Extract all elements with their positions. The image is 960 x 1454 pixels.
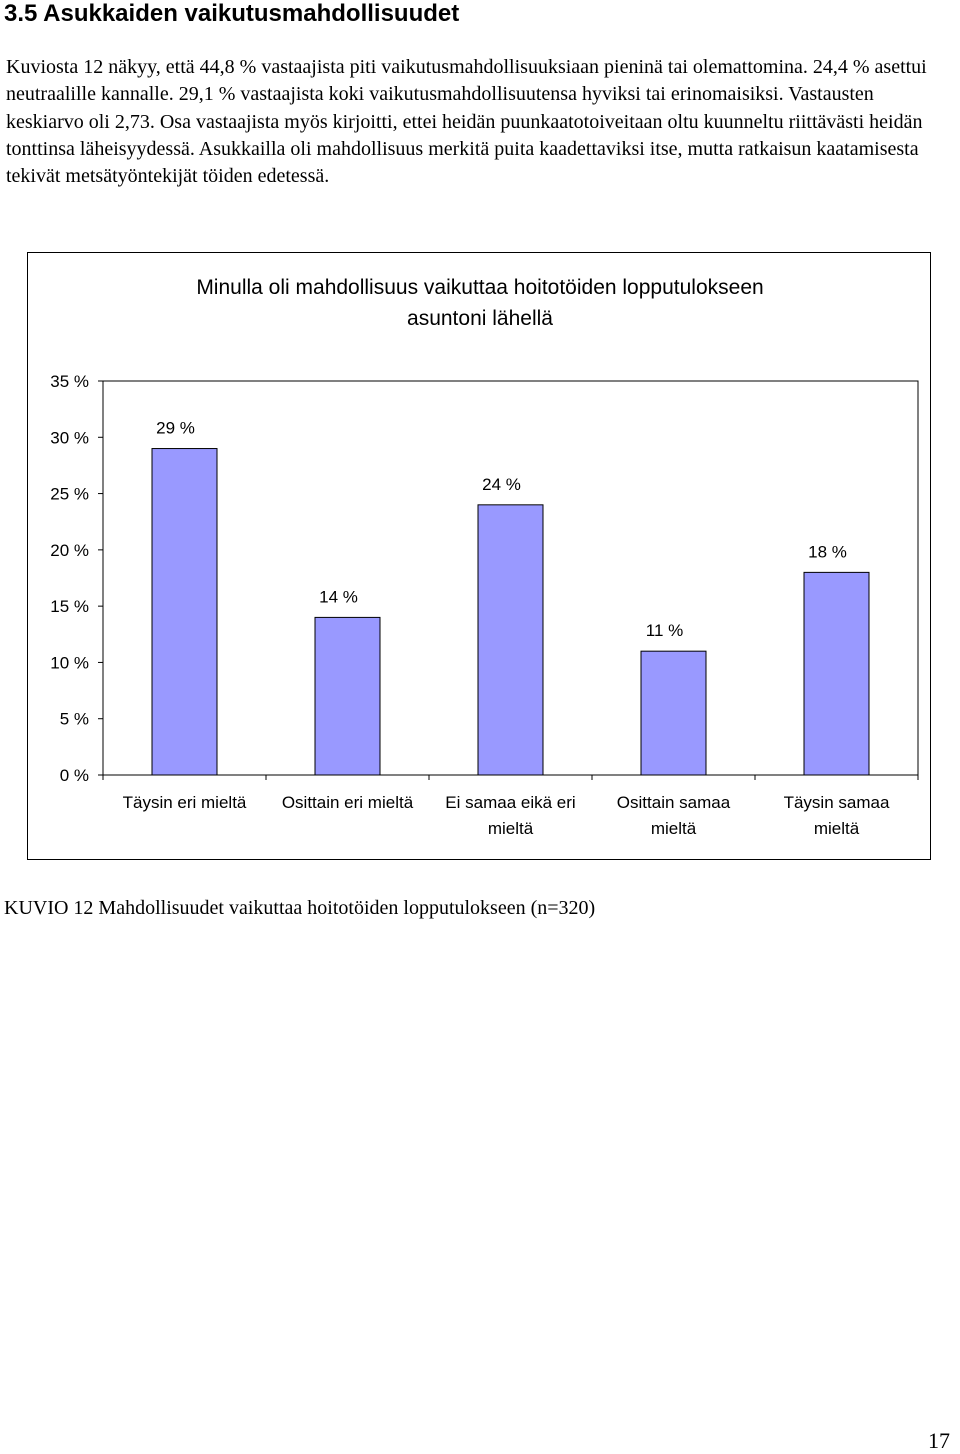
bar [641,651,706,775]
bar [152,449,217,775]
y-tick-label: 15 % [50,597,89,617]
bar [315,617,380,775]
y-tick-label: 10 % [50,653,89,673]
bar [804,572,869,775]
x-category-label: mieltä [650,819,697,838]
data-label: 11 % [645,621,684,641]
y-tick-label: 30 % [50,428,89,448]
bar [478,505,543,775]
x-category-label: Osittain eri mieltä [281,793,414,812]
x-category-label: mieltä [487,819,534,838]
data-label: 14 % [319,587,358,607]
data-label: 24 % [482,474,521,494]
x-category-label: Ei samaa eikä eri [445,793,576,812]
chart-container [27,252,931,860]
x-category-label: Täysin eri mieltä [122,793,247,812]
body-paragraph: Kuviosta 12 näkyy, että 44,8 % vastaajista piti vaikutusmahdollisuuksiaan pieninä tai olemattomina. 24,4 % asettui neutraalille kannalle. 29,1 % vastaajista koki vaikutusmahdollisuutensa hyviksi tai erinomaisiksi. Vastausten keskiarvo oli 2,73. Osa vastaajista myös kirjoitti, ettei heidän puunkaatotoiveitaan oltu kuunneltu riittävästi heidän tonttinsa läheisyydessä. Asukkailla oli mahdollisuus merkitä puita kaadettaviksi itse, mutta ratkaisun kaatamisesta tekivät metsätyöntekijät töiden edetessä. [6,56,927,188]
x-category-label: Osittain samaa [616,793,731,812]
page-number: 17 [928,1428,950,1453]
section-heading: 3.5 Asukkaiden vaikutusmahdollisuudet [4,0,460,27]
figure-caption: KUVIO 12 Mahdollisuudet vaikuttaa hoitotöiden lopputulokseen (n=320) [4,897,596,919]
bar-chart [28,253,932,861]
x-category-label: mieltä [813,819,860,838]
data-label: 29 % [156,418,195,438]
y-tick-label: 0 % [59,766,89,785]
y-tick-label: 35 % [50,372,89,391]
y-tick-label: 25 % [50,484,89,504]
data-label: 18 % [808,542,847,562]
x-category-label: Täysin samaa [783,793,890,812]
chart-title-line: asuntoni lähellä [407,307,553,330]
y-tick-label: 20 % [50,540,89,560]
y-tick-label: 5 % [59,709,89,729]
chart-title-line: Minulla oli mahdollisuus vaikuttaa hoitotöiden lopputulokseen [196,276,764,299]
